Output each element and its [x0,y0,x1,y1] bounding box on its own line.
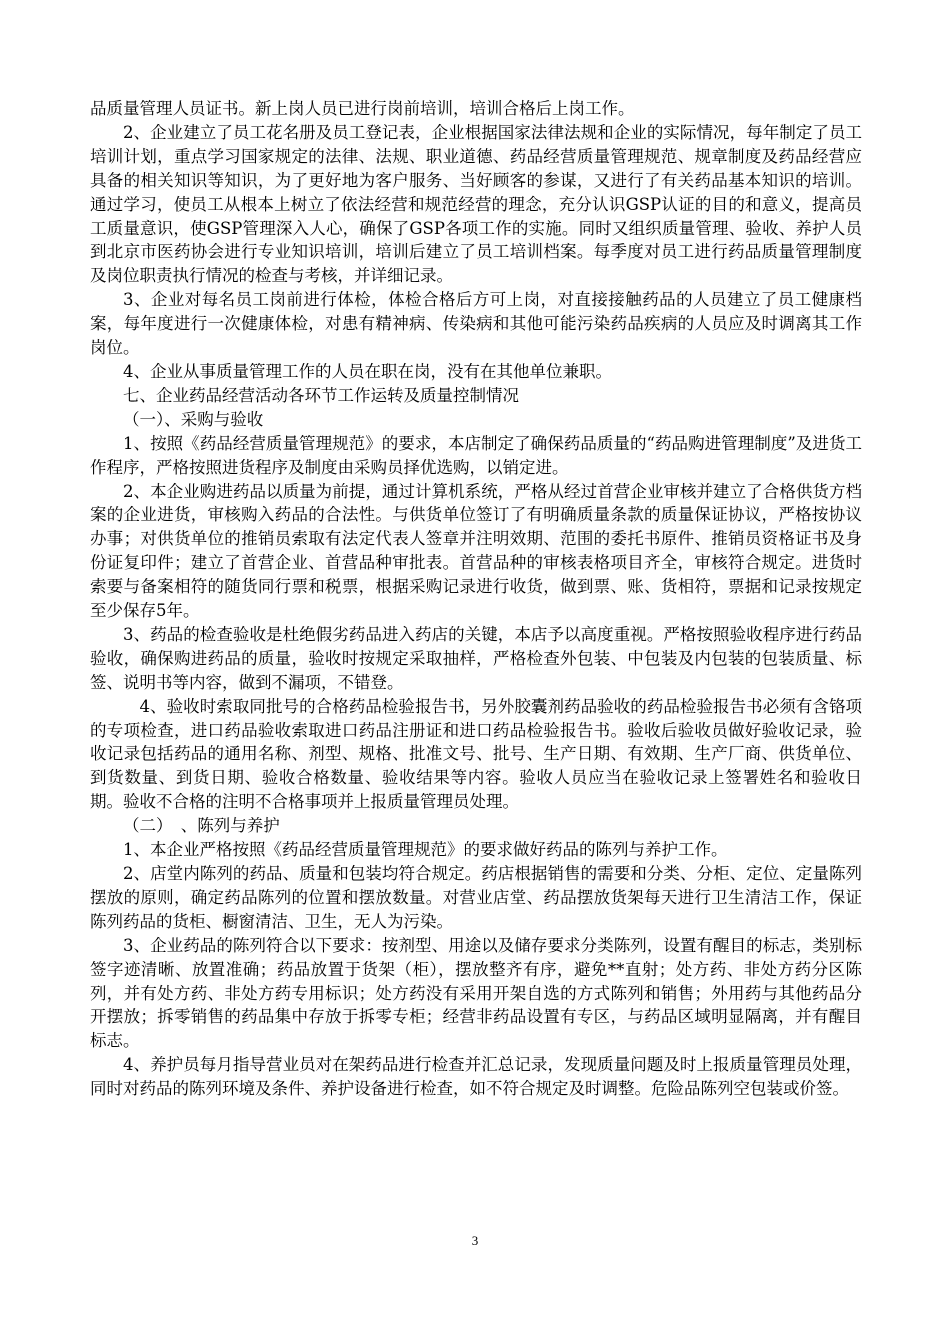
paragraph-display-3: 3、企业药品的陈列符合以下要求：按剂型、用途以及储存要求分类陈列，设置有醒目的标志，类别标签字迹清晰、放置准确；药品放置于货架（柜），摆放整齐有序，避免**直射；处方药、非处方药分区陈列，并有处方药、非处方药专用标识；处方药没有采用开架自选的方式陈列和销售；外用药与其他药品分开摆放；拆零销售的药品集中存放于拆零专柜；经营非药品设置有专区，与药品区域明显隔离，并有醒目标志。 [90,935,862,1051]
paragraph-display-2: 2、店堂内陈列的药品、质量和包装均符合规定。药店根据销售的需要和分类、分柜、定位、定量陈列摆放的原则，确定药品陈列的位置和摆放数量。对营业店堂、药品摆放货架每天进行卫生清洁工作，保证陈列药品的货柜、橱窗清洁、卫生，无人为污染。 [90,864,862,931]
page-number: 3 [471,1233,479,1248]
paragraph-purchase-1: 1、按照《药品经营质量管理规范》的要求，本店制定了确保药品质量的“药品购进管理制度”及进货工作程序，严格按照进货程序及制度由采购员择优选购，以销定进。 [90,433,862,477]
paragraph-purchase-3: 3、药品的检查验收是杜绝假劣药品进入药店的关键，本店予以高度重视。严格按照验收程序进行药品验收，确保购进药品的质量，验收时按规定采取抽样，严格检查外包装、中包装及内包装的包装质量、标签、说明书等内容，做到不漏项，不错登。 [90,624,862,692]
paragraph-purchase-2: 2、本企业购进药品以质量为前提，通过计算机系统，严格从经过首营企业审核并建立了合格供货方档案的企业进货，审核购入药品的合法性。与供货单位签订了有明确质量条款的质量保证协议，严格按协议办事；对供货单位的推销员索取有法定代表人签章并注明效期、范围的委托书原件、推销员资格证书及身份证复印件；建立了首营企业、首营品种审批表。首营品种的审核表格项目齐全，审核符合规定。进货时索要与备案相符的随货同行票和税票，根据采购记录进行收货，做到票、账、货相符，票据和记录按规定至少保存5年。 [90,481,862,621]
paragraph-quality-staff: 4、企业从事质量管理工作的人员在职在岗，没有在其他单位兼职。 [123,361,612,381]
paragraph-continuation: 品质量管理人员证书。新上岗人员已进行岗前培训，培训合格后上岗工作。 [90,99,635,118]
paragraph-display-1: 1、本企业严格按照《药品经营质量管理规范》的要求做好药品的陈列与养护工作。 [123,840,728,860]
subsection-heading-display: （二） 、陈列与养护 [123,816,280,836]
paragraph-display-4: 4、养护员每月指导营业员对在架药品进行检查并汇总记录，发现质量问题及时上报质量管理员处理，同时对药品的陈列环境及条件、养护设备进行检查，如不符合规定及时调整。危险品陈列空包装或价签。 [90,1055,862,1099]
section-heading-7: 七、企业药品经营活动各环节工作运转及质量控制情况 [123,385,519,405]
paragraph-health-check: 3、企业对每名员工岗前进行体检，体检合格后方可上岗，对直接接触药品的人员建立了员工健康档案，每年度进行一次健康体检，对患有精神病、传染病和其他可能污染药品疾病的人员应及时调离其工作岗位。 [90,290,862,358]
document-body [90,97,862,1101]
paragraph-purchase-4: 4、验收时索取同批号的合格药品检验报告书，另外胶囊剂药品验收的药品检验报告书必须有含铬项的专项检查，进口药品验收索取进口药品注册证和进口药品检验报告书。验收后验收员做好验收记录，验收记录包括药品的通用名称、剂型、规格、批准文号、批号、生产日期、有效期、生产厂商、供货单位、到货数量、到货日期、验收合格数量、验收结果等内容。验收人员应当在验收记录上签署姓名和验收日期。验收不合格的注明不合格事项并上报质量管理员处理。 [90,696,862,812]
subsection-heading-purchase: （一）、采购与验收 [123,409,264,429]
paragraph-staff-training: 2、企业建立了员工花名册及员工登记表，企业根据国家法律法规和企业的实际情况，每年制定了员工培训计划，重点学习国家规定的法律、法规、职业道德、药品经营质量管理规范、规章制度及药品经营应具备的相关知识等知识，为了更好地为客户服务、当好顾客的参谋，又进行了有关药品基本知识的培训。通过学习，使员工从根本上树立了依法经营和规范经营的理念，充分认识GSP认证的目的和意义，提高员工质量意识，使GSP管理深入人心，确保了GSP各项工作的实施。同时又组织质量管理、验收、养护人员到北京市医药协会进行专业知识培训，培训后建立了员工培训档案。每季度对员工进行药品质量管理制度及岗位职责执行情况的检查与考核，并详细记录。 [90,122,862,286]
